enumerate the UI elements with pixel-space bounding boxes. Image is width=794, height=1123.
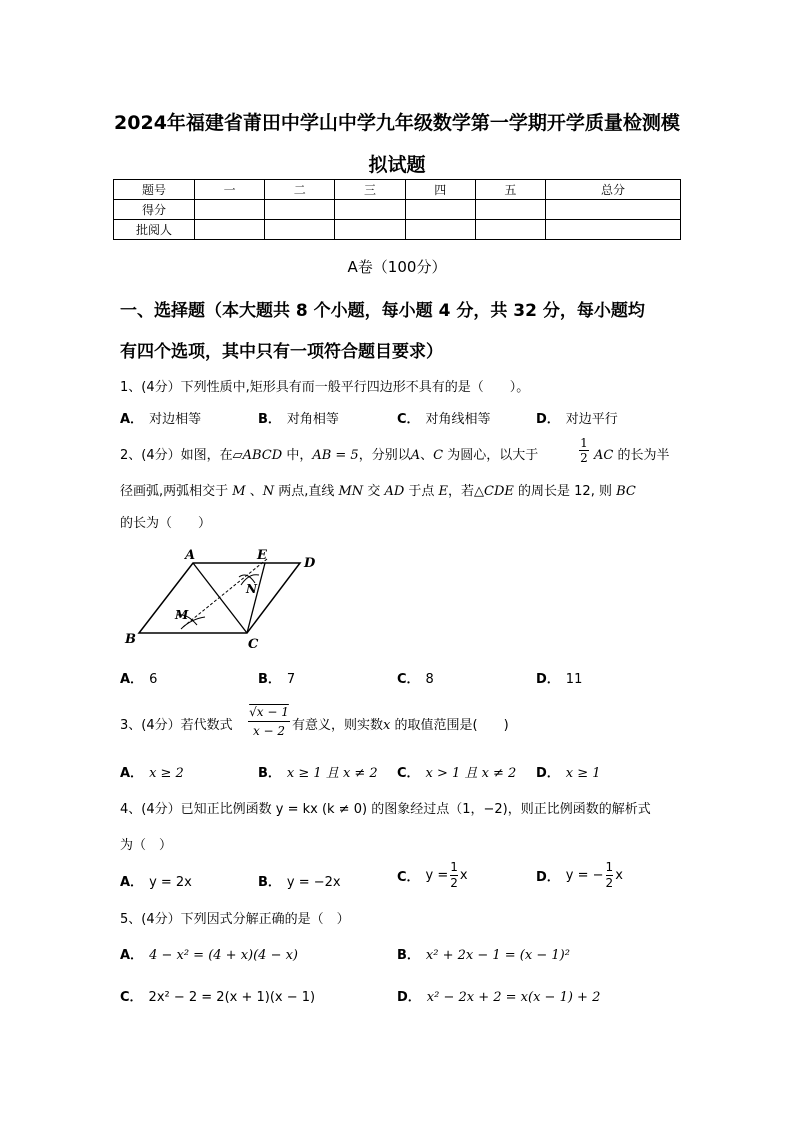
score-table-cell: 题号 xyxy=(114,180,195,200)
score-table-row xyxy=(114,200,681,220)
q5-option-c[interactable]: C． 2x² − 2 = 2(x + 1)(x − 1) xyxy=(120,990,316,1005)
q5-option-b[interactable]: B． x² + 2x − 1 = (x − 1)² xyxy=(397,948,570,963)
section-heading-line1: 一、选择题（本大题共 8 个小题，每小题 4 分，共 32 分，每小题均 xyxy=(120,301,645,321)
section-heading-line2: 有四个选项，其中只有一项符合题目要求） xyxy=(120,342,443,362)
q1-option-d[interactable]: D． 对边平行 xyxy=(536,412,618,427)
label-d: D xyxy=(304,556,316,571)
question-3-stem-end: 有意义，则实数x 的取值范围是( ) xyxy=(292,718,509,733)
q1-option-a[interactable]: A． 对边相等 xyxy=(120,412,202,427)
score-input-cell[interactable] xyxy=(546,220,681,240)
parallelogram-figure xyxy=(115,545,330,655)
volume-label: A卷（100分） xyxy=(347,258,447,276)
question-1-stem: 1、(4分）下列性质中,矩形具有而一般平行四边形不具有的是（ ）。 xyxy=(120,380,530,395)
score-table-cell: 四 xyxy=(405,180,475,200)
q2-option-b[interactable]: B． 7 xyxy=(258,672,296,687)
q4-option-b[interactable]: B． y = −2x xyxy=(258,875,341,890)
question-3-stem-start: 3、(4分）若代数式 xyxy=(120,718,233,733)
question-2-stem-end: AC 的长为半 xyxy=(594,448,670,463)
score-table-cell: 总分 xyxy=(546,180,681,200)
page-title-line2: 拟试题 xyxy=(368,154,426,176)
q2-option-d[interactable]: D． 11 xyxy=(536,672,583,687)
q3-option-a[interactable]: A． x ≥ 2 xyxy=(120,766,184,781)
label-c: C xyxy=(248,637,259,652)
label-n: N xyxy=(246,582,257,596)
q4-option-a[interactable]: A． y = 2x xyxy=(120,875,192,890)
score-table-cell: 一 xyxy=(195,180,265,200)
q4-option-d[interactable]: D． y = − $\frac{1}{2}$ x xyxy=(536,860,623,890)
score-input-cell[interactable] xyxy=(475,200,545,220)
q3-fraction: √x − 1 x − 2 xyxy=(249,705,289,738)
question-2-stem: 2、(4分）如图，在▱ABCD 中，AB = 5，分别以A、C 为圆心，以大于 xyxy=(120,448,539,463)
score-table xyxy=(113,179,681,240)
q5-option-d[interactable]: D． x² − 2x + 2 = x(x − 1) + 2 xyxy=(397,990,601,1005)
score-input-cell[interactable] xyxy=(265,200,335,220)
score-input-cell[interactable] xyxy=(475,220,545,240)
diagonal-ac xyxy=(193,563,247,633)
score-table-row xyxy=(114,220,681,240)
q1-option-c[interactable]: C． 对角线相等 xyxy=(397,412,491,427)
score-input-cell[interactable] xyxy=(195,220,265,240)
score-input-cell[interactable] xyxy=(195,200,265,220)
score-table-cell: 二 xyxy=(265,180,335,200)
page-title-line1: 2024年福建省莆田中学山中学九年级数学第一学期开学质量检测模 xyxy=(114,112,680,134)
score-input-cell[interactable] xyxy=(546,200,681,220)
question-5-stem: 5、(4分）下列因式分解正确的是（ ） xyxy=(120,912,350,927)
score-table-cell: 得分 xyxy=(114,200,195,220)
q5-option-a[interactable]: A． 4 − x² = (4 + x)(4 − x) xyxy=(120,948,298,963)
question-2-line2: 径画弧,两弧相交于 M 、N 两点,直线 MN 交 AD 于点 E，若△CDE 的周长是 12, 则 BC xyxy=(120,484,636,499)
score-table-cell: 五 xyxy=(475,180,545,200)
q4-option-c[interactable]: C． y = $\frac{1}{2}$ x xyxy=(397,860,468,890)
score-input-cell[interactable] xyxy=(335,220,405,240)
score-input-cell[interactable] xyxy=(335,200,405,220)
q3-option-b[interactable]: B． x ≥ 1 且 x ≠ 2 xyxy=(258,766,378,781)
q2-option-a[interactable]: A． 6 xyxy=(120,672,158,687)
q3-option-c[interactable]: C． x > 1 且 x ≠ 2 xyxy=(397,766,517,781)
q3-option-d[interactable]: D． x ≥ 1 xyxy=(536,766,601,781)
question-4-stem: 4、(4分）已知正比例函数 y = kx (k ≠ 0) 的图象经过点（1，−2)，则正比例函数的解析式 xyxy=(120,802,651,817)
label-m: M xyxy=(175,608,189,622)
question-2-line3: 的长为（ ） xyxy=(120,516,212,531)
score-table-cell: 三 xyxy=(335,180,405,200)
score-table-cell: 批阅人 xyxy=(114,220,195,240)
q2-option-c[interactable]: C． 8 xyxy=(397,672,434,687)
q2-fraction: 1 2 xyxy=(580,436,588,465)
score-table-header-row xyxy=(114,180,681,200)
question-4-line2: 为（ ） xyxy=(120,838,173,853)
score-input-cell[interactable] xyxy=(265,220,335,240)
label-a: A xyxy=(185,548,196,563)
score-input-cell[interactable] xyxy=(405,200,475,220)
score-input-cell[interactable] xyxy=(405,220,475,240)
q1-option-b[interactable]: B． 对角相等 xyxy=(258,412,339,427)
label-e: E xyxy=(257,548,267,563)
label-b: B xyxy=(125,632,136,647)
